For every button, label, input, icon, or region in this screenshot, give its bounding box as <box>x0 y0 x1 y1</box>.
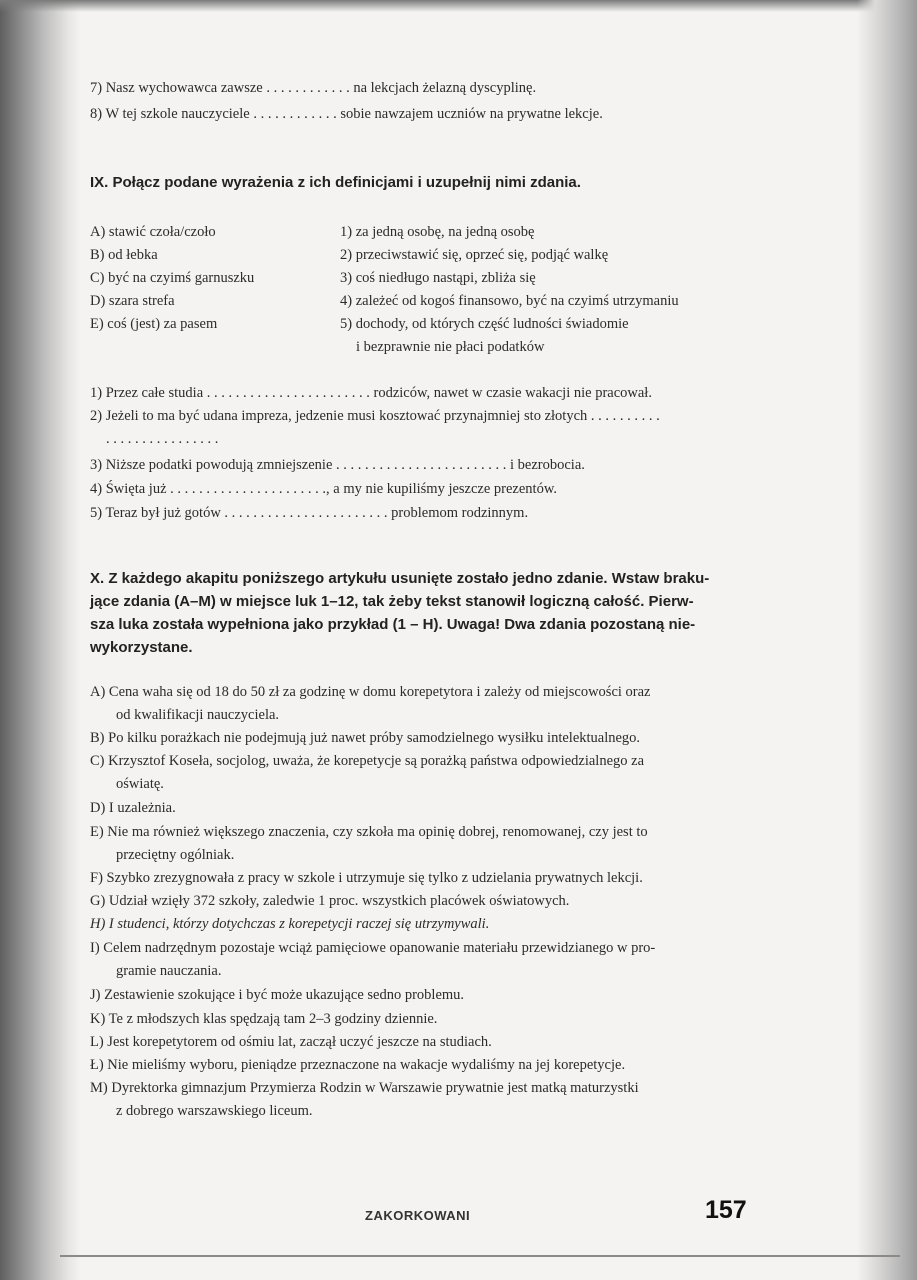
option-e: E) Nie ma również większego znaczenia, czy szkoła ma opinię dobrej, renomowanej, czy jest to <box>90 824 648 840</box>
expression-e: E) coś (jest) za pasem <box>90 316 218 332</box>
option-l: L) Jest korepetytorem od ośmiu lat, zaczął uczyć jeszcze na studiach. <box>90 1034 492 1050</box>
sentence-4: 4) Święta już . . . . . . . . . . . . . . . . . . . . . ., a my nie kupiliśmy jeszcze prezentów. <box>90 481 557 497</box>
definition-5-cont: i bezprawnie nie płaci podatków <box>356 339 545 355</box>
definition-1: 1) za jedną osobę, na jedną osobę <box>340 224 535 240</box>
option-a-cont: od kwalifikacji nauczyciela. <box>116 707 280 723</box>
page-bottom-edge <box>60 1255 900 1257</box>
option-a: A) Cena waha się od 18 do 50 zł za godzinę w domu korepetytora i zależy od miejscowości oraz <box>90 684 651 700</box>
option-m: M) Dyrektorka gimnazjum Przymierza Rodzin w Warszawie prywatnie jest matką maturzystki <box>90 1080 639 1096</box>
definition-5: 5) dochody, od których część ludności świadomie <box>340 316 629 332</box>
definition-2: 2) przeciwstawić się, oprzeć się, podjąć walkę <box>340 247 609 263</box>
option-g: G) Udział wzięły 372 szkoły, zaledwie 1 proc. wszystkich placówek oświatowych. <box>90 893 570 909</box>
sentence-3: 3) Niższe podatki powodują zmniejszenie . . . . . . . . . . . . . . . . . . . . . . . . i bezrobocia. <box>90 457 585 473</box>
footer-chapter-title: ZAKORKOWANI <box>365 1208 471 1223</box>
expression-d: D) szara strefa <box>90 293 175 309</box>
section-x-heading-line-3: sza luka została wypełniona jako przykład (1 – H). Uwaga! Dwa zdania pozostaną nie- <box>90 616 696 633</box>
expression-b: B) od łebka <box>90 247 158 263</box>
section-ix-heading: IX. Połącz podane wyrażenia z ich definicjami i uzupełnij nimi zdania. <box>90 174 581 191</box>
definition-3: 3) coś niedługo nastąpi, zbliża się <box>340 270 536 286</box>
sentence-2-cont: . . . . . . . . . . . . . . . . <box>106 431 219 447</box>
section-x-heading-line-2: jące zdania (A–M) w miejsce luk 1–12, tak żeby tekst stanowił logiczną całość. Pierw- <box>90 593 694 610</box>
option-k: K) Te z młodszych klas spędzają tam 2–3 godziny dziennie. <box>90 1011 438 1027</box>
option-i: I) Celem nadrzędnym pozostaje wciąż pamięciowe opanowanie materiału przewidzianego w pro- <box>90 940 656 956</box>
option-i-cont: gramie nauczania. <box>116 963 222 979</box>
option-h-example: H) I studenci, którzy dotychczas z korepetycji raczej się utrzymywali. <box>90 916 490 932</box>
page-number: 157 <box>705 1196 747 1224</box>
exercise-line-8: 8) W tej szkole nauczyciele . . . . . . . . . . . . sobie nawzajem uczniów na prywatne lekcje. <box>90 106 603 122</box>
option-m-cont: z dobrego warszawskiego liceum. <box>116 1103 313 1119</box>
option-d: D) I uzależnia. <box>90 800 176 816</box>
sentence-1: 1) Przez całe studia . . . . . . . . . . . . . . . . . . . . . . . rodziców, nawet w czasie wakacji nie pracował. <box>90 385 652 401</box>
page-right-shadow <box>857 0 917 1280</box>
option-c-cont: oświatę. <box>116 776 164 792</box>
option-l-stroke: Ł) Nie mieliśmy wyboru, pieniądze przeznaczone na wakacje wydaliśmy na jej korepetycje. <box>90 1057 626 1073</box>
option-c: C) Krzysztof Koseła, socjolog, uważa, że korepetycje są porażką państwa odpowiedzialnego za <box>90 753 645 769</box>
definition-4: 4) zależeć od kogoś finansowo, być na czyimś utrzymaniu <box>340 293 679 309</box>
option-f: F) Szybko zrezygnowała z pracy w szkole i utrzymuje się tylko z udzielania prywatnych lekcji. <box>90 870 643 886</box>
expression-a: A) stawić czoła/czoło <box>90 224 216 240</box>
sentence-2: 2) Jeżeli to ma być udana impreza, jedzenie musi kosztować przynajmniej sto złotych . . . . . . . . . . <box>90 408 660 424</box>
exercise-line-7: 7) Nasz wychowawca zawsze . . . . . . . . . . . . na lekcjach żelazną dyscyplinę. <box>90 80 537 96</box>
section-x-heading-line-1: X. Z każdego akapitu poniższego artykułu usunięte zostało jedno zdanie. Wstaw braku- <box>90 570 710 587</box>
option-j: J) Zestawienie szokujące i być może ukazujące sedno problemu. <box>90 987 465 1003</box>
page-top-shadow <box>0 0 917 12</box>
section-x-heading-line-4: wykorzystane. <box>90 639 193 656</box>
page-binding-shadow <box>0 0 80 1280</box>
option-e-cont: przeciętny ogólniak. <box>116 847 235 863</box>
expression-c: C) być na czyimś garnuszku <box>90 270 255 286</box>
sentence-5: 5) Teraz był już gotów . . . . . . . . . . . . . . . . . . . . . . . problemom rodzinnym. <box>90 505 529 521</box>
option-b: B) Po kilku porażkach nie podejmują już nawet próby samodzielnego wysiłku intelektualnego. <box>90 730 641 746</box>
